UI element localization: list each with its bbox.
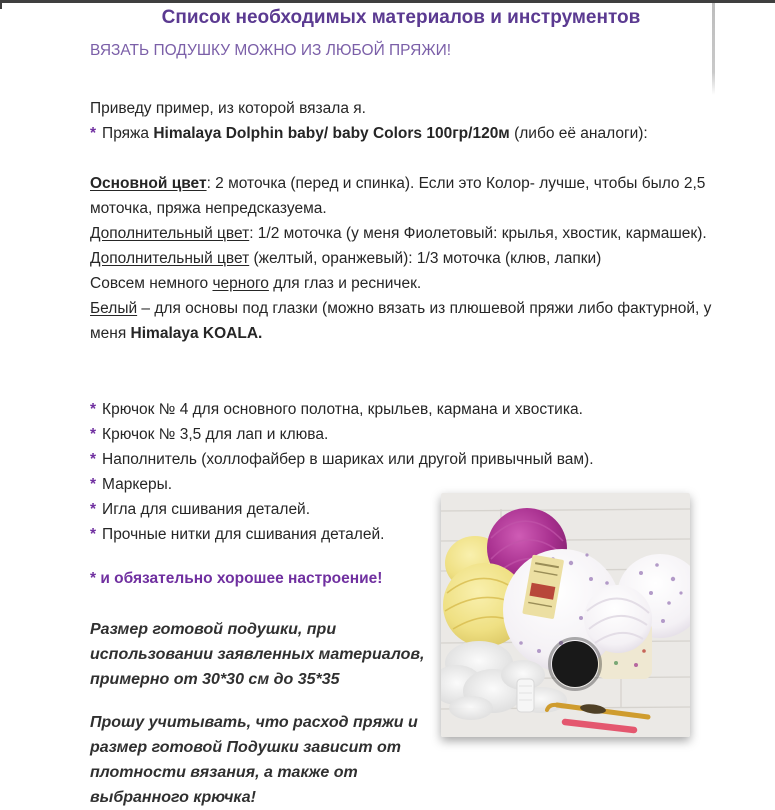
intro-line [90, 96, 714, 121]
size-note-line: примерно от 30*30 см до 35*35 [90, 671, 340, 688]
colors-section [90, 171, 714, 346]
tool-item-text: Прочные нитки для сшивания деталей. [102, 526, 385, 543]
size-note-line: использовании заявленных материалов, [90, 646, 425, 663]
tool-item-text: Крючок № 4 для основного полотна, крыльев, кармана и хвостика. [102, 401, 583, 418]
white-yarn-ball [584, 585, 652, 653]
window-top-edge [0, 0, 775, 3]
extra-color-label-1: Дополнительный цвет [90, 225, 250, 242]
bullet-star-icon: * [90, 451, 97, 468]
black-word: черного [212, 275, 269, 292]
yarn-photo-illustration [441, 493, 690, 737]
main-color-label: Основной цвет [90, 175, 207, 192]
bullet-star-icon: * [90, 526, 97, 543]
tool-item [90, 397, 714, 422]
disclaimer-line: выбранного крючка! [90, 789, 256, 806]
size-note [90, 617, 460, 692]
disclaimer-line: плотности вязания, а также от [90, 764, 358, 781]
yarn-suffix: (либо её аналоги): [509, 125, 648, 142]
bullet-star-icon: * [90, 401, 97, 418]
main-color-line [90, 171, 714, 221]
tool-item-text: Наполнитель (холлофайбер в шариках или другой привычный вам). [102, 451, 594, 468]
black-color-line [90, 271, 714, 296]
extra-color-text-2: (желтый, оранжевый): 1/3 моточка (клюв, лапки) [249, 250, 602, 267]
disclaimer-line: размер готовой Подушки зависит от [90, 739, 402, 756]
page-subtitle: ВЯЗАТЬ ПОДУШКУ МОЖНО ИЗ ЛЮБОЙ ПРЯЖИ! [90, 42, 452, 59]
window-left-edge [0, 3, 2, 9]
tool-item-text: Маркеры. [102, 476, 173, 493]
tool-item-text: Игла для сшивания деталей. [102, 501, 311, 518]
main-color-text: : 2 моточка (перед и спинка). Если это Колор- лучше, чтобы было 2,5 моточка, пряжа непредсказуема. [90, 175, 706, 217]
disclaimer-note [90, 710, 460, 810]
yarn-prefix: Пряжа [102, 125, 154, 142]
tool-item [90, 422, 714, 447]
white-brand: Himalaya KOALA. [130, 325, 263, 342]
bullet-star-icon: * [90, 476, 97, 493]
tool-item [90, 447, 714, 472]
extra-color-line-1 [90, 221, 714, 246]
mood-line: * и обязательно хорошее настроение! [90, 570, 383, 587]
black-pompom [550, 639, 601, 690]
black-prefix: Совсем немного [90, 275, 213, 292]
bullet-star-icon: * [90, 501, 97, 518]
extra-color-text-1: : 1/2 моточка (у меня Фиолетовый: крылья, хвостик, кармашек). [249, 225, 707, 242]
black-suffix: для глаз и ресничек. [268, 275, 422, 292]
materials-photo [441, 493, 690, 737]
intro-text: Приведу пример, из которой вязала я. [90, 100, 366, 117]
tool-item-text: Крючок № 3,5 для лап и клюва. [102, 426, 329, 443]
scrollbar-remnant[interactable] [712, 3, 715, 95]
extra-color-line-2 [90, 246, 714, 271]
page-title: Список необходимых материалов и инструментов [161, 7, 641, 28]
white-text: – для основы под глазки (можно вязать из плюшевой пряжи либо фактурной, у меня [90, 300, 712, 342]
bullet-star-icon: * [90, 426, 97, 443]
bullet-star-icon: * [90, 125, 97, 142]
white-color-line [90, 296, 714, 346]
intro-paragraph [90, 96, 714, 146]
yarn-line [90, 121, 714, 146]
thread-spool [517, 679, 534, 712]
yarn-name: Himalaya Dolphin baby/ baby Colors 100гр/120м [153, 125, 510, 142]
white-label: Белый [90, 300, 138, 317]
size-note-line: Размер готовой подушки, при [90, 621, 337, 638]
extra-color-label-2: Дополнительный цвет [90, 250, 250, 267]
disclaimer-line: Прошу учитывать, что расход пряжи и [90, 714, 418, 731]
